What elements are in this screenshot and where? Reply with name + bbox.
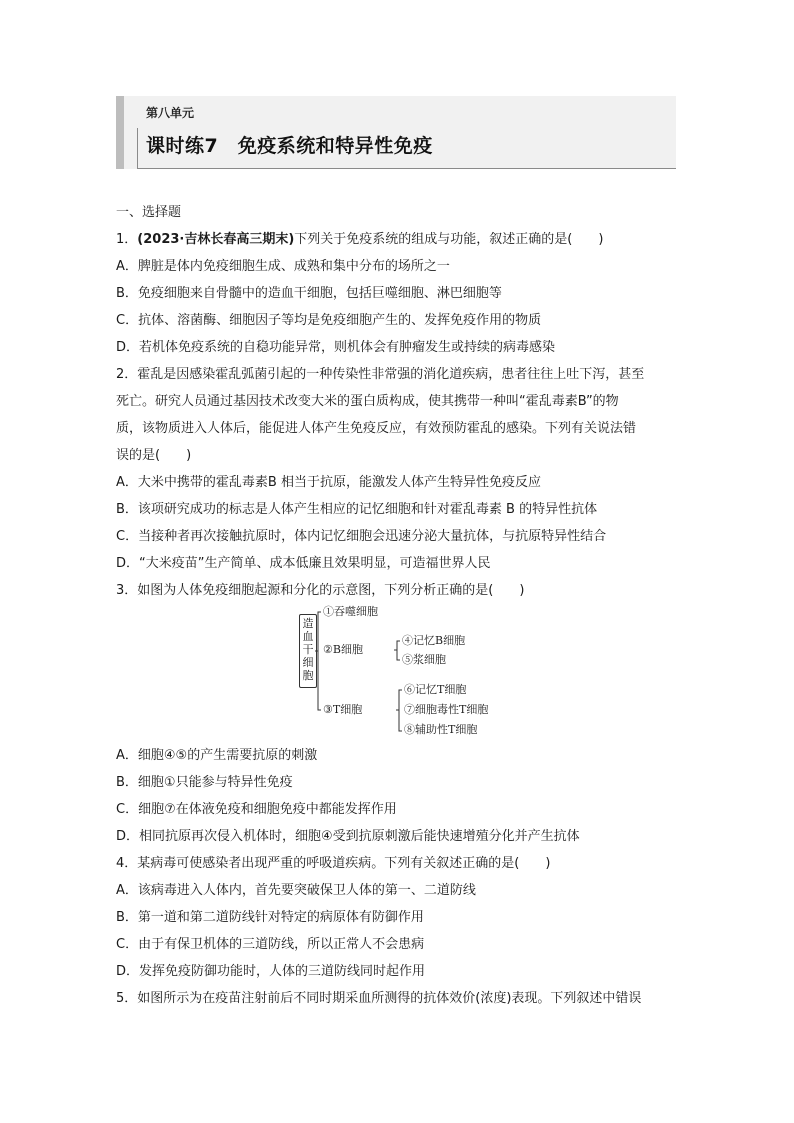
t-cell-bracket bbox=[399, 690, 402, 731]
node-phagocyte: ①吞噬细胞 bbox=[323, 605, 378, 618]
question-3-option-b: B．细胞①只能参与特异性免疫 bbox=[116, 775, 293, 790]
node-memory-b-cell: ④记忆B细胞 bbox=[402, 634, 466, 647]
worksheet-body bbox=[116, 199, 680, 1012]
question-2-line-4: 误的是( ) bbox=[116, 448, 192, 463]
node-b-cell: ②B细胞 bbox=[323, 643, 363, 656]
question-4-option-c: C．由于有保卫机体的三道防线，所以正常人不会患病 bbox=[116, 937, 425, 952]
question-4-stem: 4．某病毒可使感染者出现严重的呼吸道疾病。下列有关叙述正确的是( ) bbox=[116, 856, 551, 871]
question-1-option-c: C．抗体、溶菌酶、细胞因子等均是免疫细胞产生的、发挥免疫作用的物质 bbox=[116, 313, 542, 328]
question-2-line-1: 2．霍乱是因感染霍乱弧菌引起的一种传染性非常强的消化道疾病，患者往往上吐下泻，甚至 bbox=[116, 367, 645, 382]
question-2-option-b: B．该项研究成功的标志是人体产生相应的记忆细胞和针对霍乱毒素 B 的特异性抗体 bbox=[116, 502, 598, 517]
question-4-option-d: D．发挥免疫防御功能时，人体的三道防线同时起作用 bbox=[116, 964, 426, 979]
question-1-option-b: B．免疫细胞来自骨髓中的造血干细胞，包括巨噬细胞、淋巴细胞等 bbox=[116, 286, 502, 301]
question-3-stem: 3．如图为人体免疫细胞起源和分化的示意图，下列分析正确的是( ) bbox=[116, 583, 525, 598]
question-3-option-a: A．细胞④⑤的产生需要抗原的刺激 bbox=[116, 748, 318, 763]
node-helper-t-cell: ⑧辅助性T细胞 bbox=[404, 723, 478, 736]
node-memory-t-cell: ⑥记忆T细胞 bbox=[404, 683, 467, 696]
node-t-cell: ③T细胞 bbox=[323, 703, 363, 716]
unit-label: 第八单元 bbox=[146, 106, 195, 120]
node-cytotoxic-t-cell: ⑦细胞毒性T细胞 bbox=[404, 703, 489, 716]
question-source: (2023·吉林长春高三期末) bbox=[137, 232, 295, 247]
question-1-stem bbox=[116, 226, 680, 253]
question-5-stem: 5．如图所示为在疫苗注射前后不同时期采血所测得的抗体效价(浓度)表现。下列叙述中错误 bbox=[116, 991, 642, 1006]
question-4-option-b: B．第一道和第二道防线针对特定的病原体有防御作用 bbox=[116, 910, 424, 925]
header-underline bbox=[137, 168, 676, 169]
question-3-option-d: D．相同抗原再次侵入机体时，细胞④受到抗原刺激后能快速增殖分化并产生抗体 bbox=[116, 829, 580, 844]
question-number: 1． bbox=[116, 232, 138, 247]
question-3-option-c: C．细胞⑦在体液免疫和细胞免疫中都能发挥作用 bbox=[116, 802, 397, 817]
hematopoietic-stem-cell-box: 造血干细胞 bbox=[299, 614, 317, 688]
trunk-bracket bbox=[318, 612, 321, 710]
question-1-option-d: D．若机体免疫系统的自稳功能异常，则机体会有肿瘤发生或持续的病毒感染 bbox=[116, 340, 556, 355]
b-cell-bracket bbox=[397, 641, 400, 660]
question-1-option-a: A．脾脏是体内免疫细胞生成、成熟和集中分布的场所之一 bbox=[116, 259, 450, 274]
question-4-option-a: A．该病毒进入人体内，首先要突破保卫人体的第一、二道防线 bbox=[116, 883, 476, 898]
header-accent-bar bbox=[116, 96, 124, 169]
question-2-option-a: A．大米中携带的霍乱毒素B 相当于抗原，能激发人体产生特异性免疫反应 bbox=[116, 475, 541, 490]
diagram-connectors bbox=[116, 604, 680, 742]
cell-differentiation-diagram bbox=[116, 604, 680, 742]
node-plasma-cell: ⑤浆细胞 bbox=[402, 653, 446, 666]
question-2-line-3: 质，该物质进入人体后，能促进人体产生免疫反应，有效预防霍乱的感染。下列有关说法错 bbox=[116, 421, 637, 436]
question-text: 下列关于免疫系统的组成与功能，叙述正确的是( ) bbox=[294, 232, 604, 247]
question-2-line-2: 死亡。研究人员通过基因技术改变大米的蛋白质构成，使其携带一种叫“霍乱毒素B”的物 bbox=[116, 394, 619, 409]
question-2-option-d: D．“大米疫苗”生产简单、成本低廉且效果明显，可造福世界人民 bbox=[116, 556, 491, 571]
header-vertical-rule bbox=[137, 128, 138, 169]
question-2-option-c: C．当接种者再次接触抗原时，体内记忆细胞会迅速分泌大量抗体，与抗原特异性结合 bbox=[116, 529, 607, 544]
section-heading: 一、选择题 bbox=[116, 205, 182, 220]
page-title: 课时练7 免疫系统和特异性免疫 bbox=[146, 135, 433, 157]
